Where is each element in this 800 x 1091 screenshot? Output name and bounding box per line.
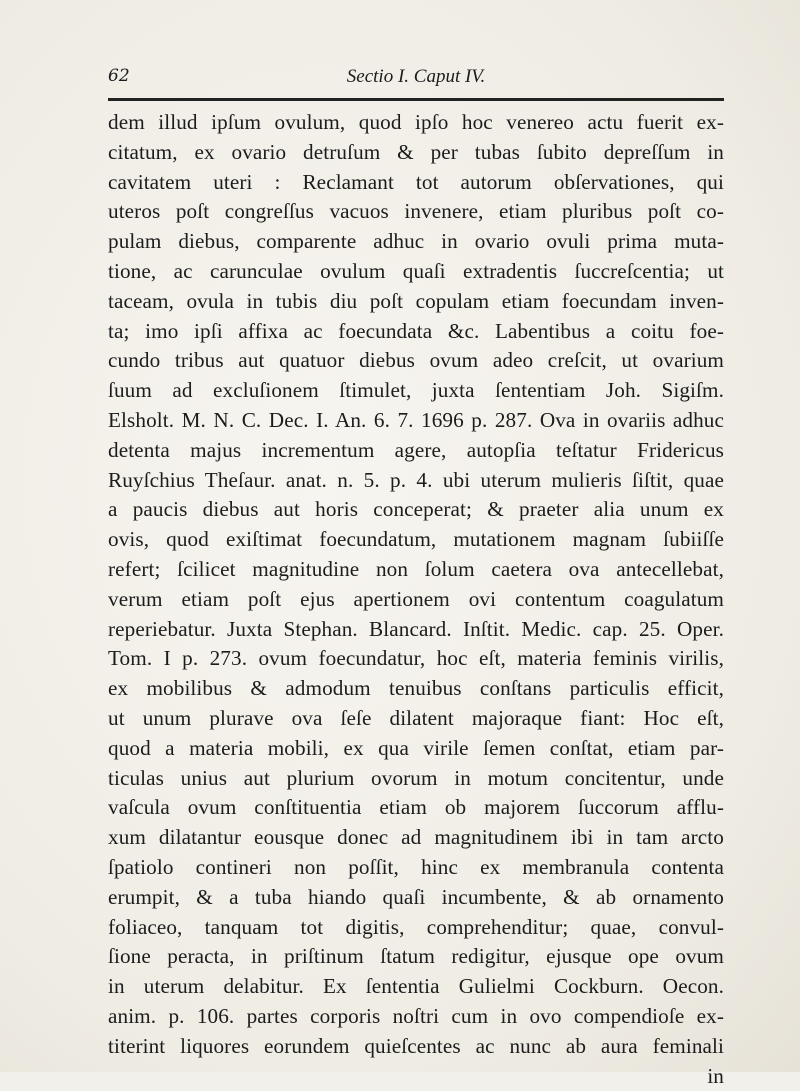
text-line: anim. p. 106. partes corporis noſtri cum in ovo compendioſe ex- [108, 1002, 724, 1032]
text-line: ticulas unius aut plurium ovorum in motum concitentur, unde [108, 764, 724, 794]
page-number: 62 [108, 66, 130, 86]
text-line: erumpit, & a tuba hiando quaſi incumbente, & ab ornamento [108, 883, 724, 913]
text-line: titerint liquores eorundem quieſcentes ac nunc ab aura feminali [108, 1032, 724, 1062]
text-line: quod a materia mobili, ex qua virile ſemen conſtat, etiam par- [108, 734, 724, 764]
text-line: ovis, quod exiſtimat foecundatum, mutationem magnam ſubiiſſe [108, 525, 724, 555]
header-rule [108, 98, 724, 101]
text-line: detenta majus incrementum agere, autopſia teſtatur Fridericus [108, 436, 724, 466]
catchword: in [108, 1062, 724, 1091]
text-line: taceam, ovula in tubis diu poſt copulam etiam foecundam inven- [108, 287, 724, 317]
page-header [108, 66, 724, 96]
running-head: Sectio I. Caput IV. [108, 66, 724, 88]
text-line: xum dilatantur eousque donec ad magnitudinem ibi in tam arcto [108, 823, 724, 853]
body-text [108, 108, 724, 1091]
text-line: verum etiam poſt ejus apertionem ovi contentum coagulatum [108, 585, 724, 615]
text-line: pulam diebus, comparente adhuc in ovario ovuli prima muta- [108, 227, 724, 257]
text-line: dem illud ipſum ovulum, quod ipſo hoc venereo actu fuerit ex- [108, 108, 724, 138]
text-line: Tom. I p. 273. ovum foecundatur, hoc eſt, materia feminis virilis, [108, 644, 724, 674]
text-line: a paucis diebus aut horis conceperat; & praeter alia unum ex [108, 495, 724, 525]
text-line: cavitatem uteri : Reclamant tot autorum obſervationes, qui [108, 168, 724, 198]
text-line: foliaceo, tanquam tot digitis, comprehenditur; quae, convul- [108, 913, 724, 943]
text-line: ut unum plurave ova ſeſe dilatent majoraque fiant: Hoc eſt, [108, 704, 724, 734]
text-line: Elsholt. M. N. C. Dec. I. An. 6. 7. 1696 p. 287. Ova in ovariis adhuc [108, 406, 724, 436]
text-line: ex mobilibus & admodum tenuibus conſtans particulis efficit, [108, 674, 724, 704]
text-line: cundo tribus aut quatuor diebus ovum adeo creſcit, ut ovarium [108, 346, 724, 376]
text-line: ſione peracta, in priſtinum ſtatum redigitur, ejusque ope ovum [108, 942, 724, 972]
text-line: ſuum ad excluſionem ſtimulet, juxta ſententiam Joh. Sigiſm. [108, 376, 724, 406]
text-line: ſpatiolo contineri non poſſit, hinc ex membranula contenta [108, 853, 724, 883]
text-line: refert; ſcilicet magnitudine non ſolum caetera ova antecellebat, [108, 555, 724, 585]
text-line: citatum, ex ovario detruſum & per tubas ſubito depreſſum in [108, 138, 724, 168]
text-line: tione, ac carunculae ovulum quaſi extradentis ſuccreſcentia; ut [108, 257, 724, 287]
text-line: vaſcula ovum conſtituentia etiam ob majorem ſuccorum afflu- [108, 793, 724, 823]
text-line: ta; imo ipſi affixa ac foecundata &c. Labentibus a coitu foe- [108, 317, 724, 347]
text-line: uteros poſt congreſſus vacuos invenere, etiam pluribus poſt co- [108, 197, 724, 227]
text-line: Ruyſchius Theſaur. anat. n. 5. p. 4. ubi uterum mulieris ſiſtit, quae [108, 466, 724, 496]
text-line: in uterum delabitur. Ex ſententia Gulielmi Cockburn. Oecon. [108, 972, 724, 1002]
text-line: reperiebatur. Juxta Stephan. Blancard. Inſtit. Medic. cap. 25. Oper. [108, 615, 724, 645]
